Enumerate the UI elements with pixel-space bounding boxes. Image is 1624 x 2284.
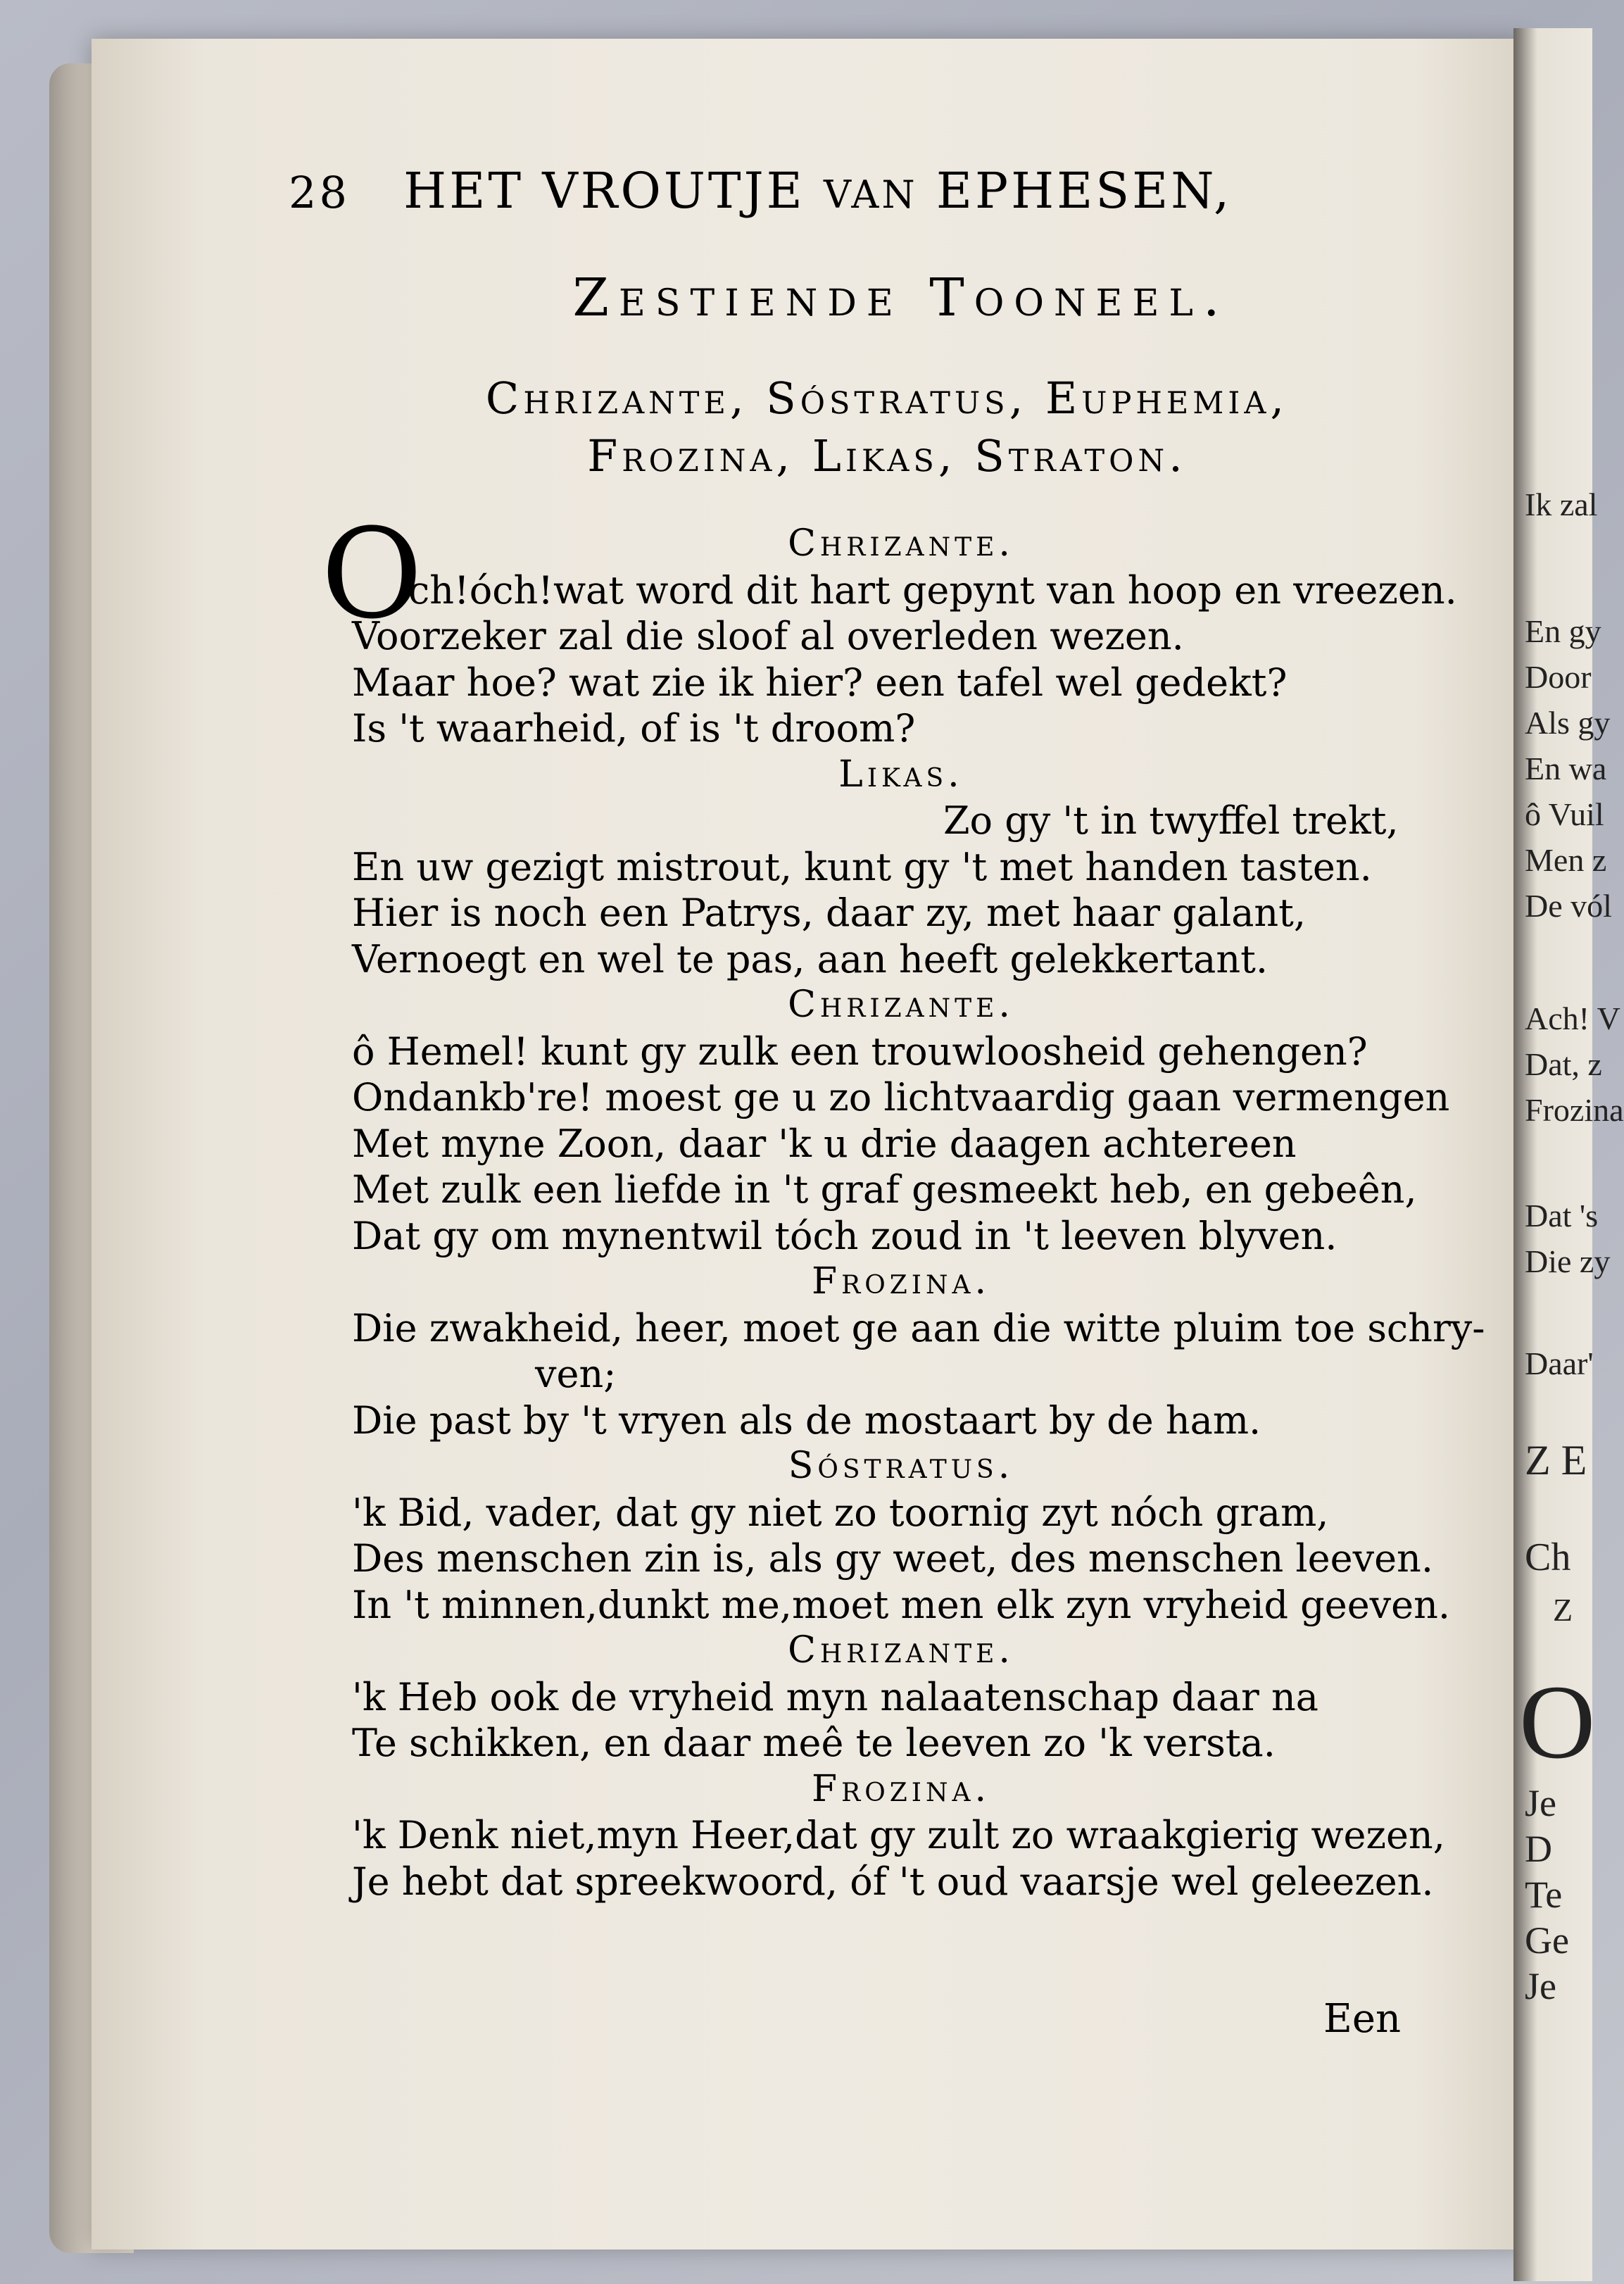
next-page-fragment: Ge (1525, 1919, 1569, 1962)
verse-line: Je hebt dat spreekwoord, óf 't oud vaarsje wel geleezen. (352, 1859, 1434, 1904)
scene-title: Zestiende Tooneel. (572, 268, 1230, 328)
verse-line: ven; (535, 1352, 617, 1396)
speaker-name: Frozina. (812, 1767, 990, 1810)
cast-line: Chrizante, Sóstratus, Euphemia, (485, 372, 1289, 424)
next-page-fragment: ô Vuil (1525, 796, 1604, 832)
next-page-fragment: Z E (1525, 1437, 1587, 1483)
verse-line: Dat gy om mynentwil tóch zoud in 't leeven blyven. (352, 1213, 1337, 1258)
verse-line: Te schikken, en daar meê te leeven zo 'k versta. (352, 1721, 1276, 1765)
cast-line: Frozina, Likas, Straton. (587, 430, 1187, 482)
verse-line: ô Hemel! kunt gy zulk een trouwloosheid gehengen? (352, 1029, 1368, 1074)
next-page-fragment: D (1525, 1828, 1552, 1870)
verse-line: Die past by 't vryen als de mostaart by de ham. (352, 1398, 1261, 1443)
speaker-name: Chrizante. (788, 1629, 1014, 1671)
next-page-fragment: Daar' (1525, 1345, 1594, 1381)
next-page-fragment: Je (1525, 1965, 1556, 2007)
verse-line: In 't minnen,dunkt me,moet men elk zyn vryheid geeven. (352, 1582, 1451, 1627)
next-page-edge (1513, 28, 1624, 2281)
verse-line: 'k Denk niet,myn Heer,dat gy zult zo wraakgierig wezen, (352, 1813, 1445, 1857)
next-page-fragment: Dat, z (1525, 1046, 1602, 1082)
next-page-fragment: Ch (1525, 1536, 1571, 1579)
next-page-fragment: Frozina (1525, 1092, 1624, 1128)
speaker-name: Sóstratus. (788, 1445, 1014, 1487)
verse-line: Voorzeker zal die sloof al overleden wezen. (352, 614, 1184, 658)
speaker-name: Chrizante. (788, 984, 1014, 1026)
verse-line: Is 't waarheid, of is 't droom? (352, 706, 916, 751)
verse-line: Die zwakheid, heer, moet ge aan die witte pluim toe schry- (352, 1305, 1485, 1350)
next-page-fragment: De vól (1525, 888, 1612, 924)
header-title-van: VAN (824, 172, 918, 217)
next-page-fragment: Te (1525, 1874, 1563, 1916)
next-page-fragment: Ach! V (1525, 1000, 1620, 1036)
verse-line: Met zulk een liefde in 't graf gesmeekt heb, en gebeên, (352, 1167, 1417, 1212)
play-text (321, 502, 1485, 1905)
running-header (289, 162, 1450, 220)
next-page-fragment: Dat 's (1525, 1198, 1599, 1234)
verse-line: ch!óch!wat word dit hart gepynt van hoop en vreezen. (408, 567, 1457, 613)
verse-line: Des menschen zin is, als gy weet, des menschen leeven. (352, 1536, 1433, 1581)
verse-line: Met myne Zoon, daar 'k u drie daagen achtereen (352, 1121, 1297, 1166)
catchword: Een (1323, 1996, 1402, 2042)
next-page-fragment: Die zy (1525, 1243, 1611, 1279)
verse-line: Ondankb're! moest ge u zo lichtvaardig gaan vermengen (352, 1075, 1450, 1119)
cast-list (303, 370, 1471, 485)
next-page-fragment: Door (1525, 659, 1592, 695)
next-page-fragment: Je (1525, 1782, 1556, 1824)
verse-line: Maar hoe? wat zie ik hier? een tafel wel gedekt? (352, 660, 1288, 705)
drop-cap: O (321, 502, 423, 646)
verse-line: Zo gy 't in twyffel trekt, (943, 798, 1399, 843)
header-title-part2: EPHESEN, (936, 162, 1233, 220)
verse-line: 'k Bid, vader, dat gy niet zo toornig zyt nóch gram, (352, 1490, 1329, 1535)
page-number: 28 (289, 167, 350, 218)
next-page-fragment: Ik zal (1525, 487, 1598, 522)
next-page-fragment: Als gy (1525, 705, 1611, 741)
verse-line: 'k Heb ook de vryheid myn nalaatenschap daar na (352, 1674, 1318, 1719)
first-speech (321, 502, 1457, 660)
verse-line: Hier is noch een Patrys, daar zy, met haar galant, (352, 891, 1307, 935)
speaker-name: Chrizante. (788, 522, 1014, 565)
next-page-fragment: Men z (1525, 842, 1607, 878)
speaker-name: Frozina. (812, 1260, 990, 1303)
header-title-part1: HET VROUTJE (403, 162, 805, 220)
verse-line: En uw gezigt mistrout, kunt gy 't met handen tasten. (352, 844, 1372, 889)
next-page-fragment: Z (1553, 1592, 1573, 1628)
next-page-fragment: En gy (1525, 613, 1601, 649)
next-page-fragment: En wa (1525, 751, 1607, 786)
next-page-fragment: O (1519, 1664, 1596, 1781)
verse-line: Vernoegt en wel te pas, aan heeft gelekkertant. (352, 936, 1269, 981)
speaker-name: Likas. (838, 753, 964, 796)
